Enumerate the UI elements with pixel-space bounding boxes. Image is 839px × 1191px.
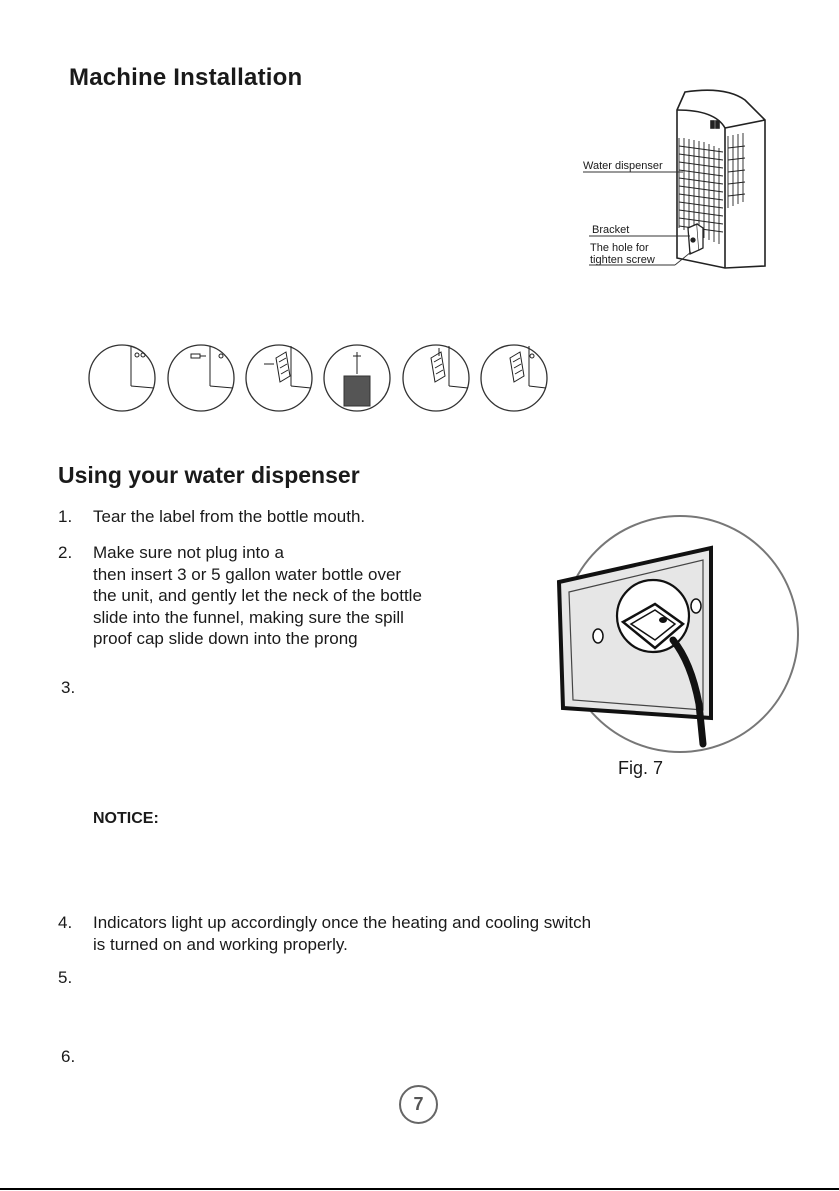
bottom-rule — [0, 1188, 839, 1190]
step-4-line-1: Indicators light up accordingly once the heating and cooling switch — [93, 913, 592, 932]
step-2-line-1: Make sure not plug into a — [93, 543, 284, 562]
step-number-3: 3. — [61, 678, 76, 697]
bracket-icon — [688, 224, 703, 254]
figure-caption: Fig. 7 — [618, 758, 664, 778]
step-number-6: 6. — [61, 1047, 76, 1066]
step-2-line-3: the unit, and gently let the neck of the bottle — [93, 586, 422, 605]
page-title: Machine Installation — [69, 64, 303, 91]
step-number-1: 1. — [58, 507, 73, 526]
step-2-line-5: proof cap slide down into the prong — [93, 629, 358, 648]
label-hole-line1: The hole for — [590, 242, 649, 254]
step-2-line-2: then insert 3 or 5 gallon water bottle over — [93, 564, 402, 584]
step-number-4: 4. — [58, 913, 73, 932]
page-number: 7 — [413, 1094, 424, 1114]
step-number-2: 2. — [58, 543, 73, 562]
step-4-line-2: is turned on and working properly. — [93, 934, 348, 954]
step-text-2 — [93, 542, 422, 650]
label-hole-line2: tighten screw — [590, 254, 655, 266]
figure-7-plug-illustration — [523, 512, 839, 756]
installation-steps-diagram — [86, 342, 556, 414]
label-bracket: Bracket — [592, 224, 630, 236]
section-title: Using your water dispenser — [58, 462, 360, 488]
step-number-5: 5. — [58, 968, 73, 987]
notice-label: NOTICE: — [93, 810, 159, 827]
label-water-dispenser: Water dispenser — [583, 160, 663, 172]
step-text-4 — [93, 912, 591, 955]
step-text-1: Tear the label from the bottle mouth. — [93, 507, 366, 526]
step-circle-2 — [168, 345, 234, 411]
step-2-line-4: slide into the funnel, making sure the spill — [93, 607, 404, 627]
